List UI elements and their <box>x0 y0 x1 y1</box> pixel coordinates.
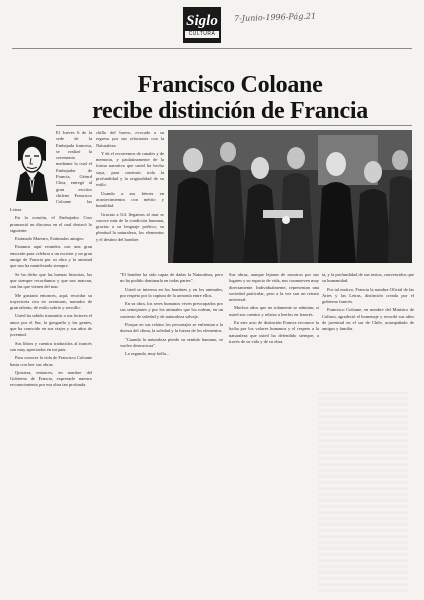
article-col-5 <box>322 272 414 392</box>
paragraph: "El hombre ha sido capaz de dañar la Naturaleza, pero no ha podido dominarla en todas partes". <box>120 272 223 284</box>
paragraph: Por tal motivo, Francia la nombra Oficial de las Artes y las Letras, distinción creada por el gobierno francés. <box>322 286 414 305</box>
article-col-1 <box>10 207 92 592</box>
headline <box>60 72 400 124</box>
paragraph: Sus obras, aunque lejanas de nosotros por sus lugares y su espacio de vida, nos conmueven muy directamente. Individualmente, representan una sociedad particular, pero a la vez son un retrato universal. <box>229 272 319 303</box>
headline-line2: recibe distinción de Francia <box>92 98 368 124</box>
paragraph: En la ocasión, el Embajador Cros pronunció un discurso en el cual destacó lo siguiente: <box>10 215 92 233</box>
paragraph: Gracias a Ud. llegamos al mar se conoce más de la condición humana, gracias a su lenguaje poético, su plenitud la naturaleza, los elementos y el destino del hombre. <box>96 211 164 242</box>
paragraph: Me gustaría entonces, aquí, recordar su trayectoria rica en aventuras, narrador de gran talento, de estilo sobrio y sencillo. <box>10 292 92 311</box>
portrait-sketch <box>12 131 52 203</box>
paragraph: En este acto de distinción Francia reconoce la lucha por los valores humanos y el respeto a la naturaleza que usted ha defendido siempre, a través de su vida y de su obra. <box>229 320 319 344</box>
paragraph: Estimado Maestro, Estimados amigos: <box>15 236 85 242</box>
paragraph: "Cuando la naturaleza pierde su sentido humano, se vuelve destructora". <box>120 336 223 348</box>
paragraph: Letras. <box>10 207 23 212</box>
section-label: CULTURA <box>185 31 219 38</box>
paragraph: Usando a sus héroes en acontecimientos con mérito y humildad. <box>96 190 164 209</box>
article-col-4 <box>229 272 319 592</box>
paragraph: Estamos aquí reunidos con una gran emoción para celebrar a un escritor y un gran amigo de Francia por su obra y la amistad que nos ha manifestado siempre. <box>10 244 92 269</box>
paragraph: La segunda, muy bella... <box>125 351 170 357</box>
logo-text: Siglo <box>186 13 218 29</box>
paragraph: Y de el recorremos de canales y de memoria, y paulatinamente de la forma narrativa que usted ha hecho suya, para construir toda la profundidad y la originalidad de su estilo. <box>96 150 164 188</box>
top-rule <box>12 48 412 49</box>
paragraph: Muchos años que no solamente se admiran, si usted sus cuentos y relatos a leerlos en francés. <box>229 305 319 317</box>
article-col-1-top <box>56 130 92 206</box>
event-photo <box>168 130 412 263</box>
paragraph: Sus libros y cuentos traducidos al francés son muy apreciados en mi país. <box>10 340 92 352</box>
headline-line1: Francisco Coloane <box>137 72 323 98</box>
handwritten-date: 7-Junio-1996-Pág.21 <box>233 11 317 24</box>
paragraph: Para conocer la vida de Francisco Coloane basta con leer sus obras. <box>10 355 92 367</box>
paragraph: En su obra, los seres humanos viven preocupados por sus semejantes y por los animales que los rodean, en un contexto de soledad y de naturaleza salvaje. <box>120 301 223 319</box>
paragraph: Se ha dicho que las buenas historias, las que siempre recordamos y que nos marcan, son las que vienen del mar. <box>10 271 92 290</box>
paragraph: chillo del huevo, evocado a su regreso por sus relaciones con la Naturaleza. <box>96 130 164 148</box>
paragraph: El Jueves 6 de la sede de la Embajada francesa, se realizó la ceremonia mediante la cual el Embajador de Francia, Gérard Chea, entregó al gran escritor chileno Francisco Coloane las <box>56 130 92 205</box>
paragraph: Usted se interesa en los hombres y en los animales, por respeto por la captura de la armonía entre ellos. <box>120 286 223 298</box>
page-texture <box>318 392 408 592</box>
paragraph: Porque en sus relatos los personajes se enfrentan a la dureza del clima, la soledad y la fuerza de los elementos. <box>120 322 223 334</box>
section-logo <box>183 7 221 43</box>
article-col-2 <box>96 130 164 265</box>
headline-rule <box>56 125 412 126</box>
photo-image <box>168 130 412 263</box>
paragraph: Francisco Coloane, en nombre del Ministro de Cultura, agradeció el homenaje y recordó sus años de juventud en el sur de Chile, acompañado de amigos y familia. <box>322 307 414 332</box>
paragraph: Quisiera, entonces, en nombre del Gobierno de Francia, expresarle nuestro reconocimiento por esa obra tan profunda. <box>10 369 92 388</box>
article-col-3 <box>120 272 223 592</box>
paragraph: Usted ha sabido transmitir a sus lectores el amor por el Sur, la geografía y las gentes, que ha conocido en sus viajes y sus años de juventud. <box>10 313 92 338</box>
paragraph: ta, y la profundidad de sus textos, convencidos que su humanidad. <box>322 272 414 284</box>
